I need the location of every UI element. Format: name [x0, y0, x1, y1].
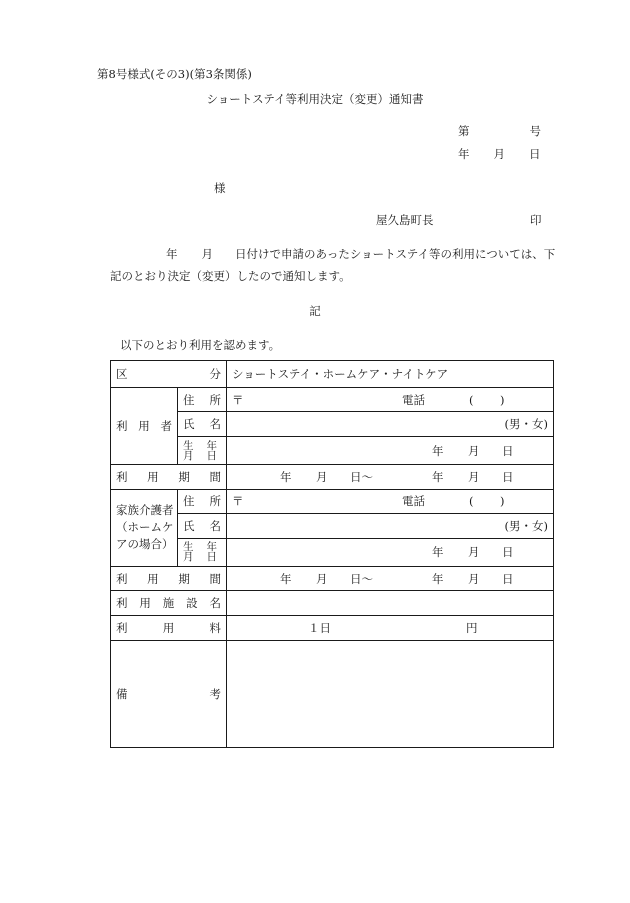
row-user-address	[111, 387, 554, 412]
ki-heading: 記	[309, 304, 321, 318]
decision-table	[110, 360, 554, 748]
kubun-value: ショートステイ・ホームケア・ナイトケア	[227, 361, 554, 388]
user-name-label: 氏 名	[178, 412, 227, 437]
caregiver-postal-mark: 〒	[232, 494, 244, 509]
caregiver-period-label: 利 用 期 間	[111, 566, 227, 591]
number-dai: 第	[458, 124, 470, 138]
caregiver-address-label: 住 所	[178, 489, 227, 514]
body-line-1: 年 月 日付けで申請のあったショートステイ等の利用については、下	[166, 247, 556, 261]
row-caregiver-birth	[111, 538, 554, 566]
caregiver-name-value	[227, 514, 554, 539]
caregiver-name-label: 氏 名	[178, 514, 227, 539]
form-id: 第8号様式(その3)(第3条関係)	[97, 67, 252, 81]
user-address-value: 〒 電話 ( )	[227, 387, 554, 412]
caregiver-label: 家族介護者 （ホームケ アの場合）	[111, 489, 178, 566]
user-name-value	[227, 412, 554, 437]
user-birth-label: 生 年 月 日	[178, 437, 227, 465]
remarks-label: 備 考	[111, 640, 227, 747]
issue-day: 日	[529, 147, 541, 161]
row-user-period	[111, 464, 554, 489]
remarks-value	[227, 640, 554, 747]
row-user-birth	[111, 437, 554, 465]
document-number-line	[458, 123, 541, 139]
row-caregiver-period	[111, 566, 554, 591]
user-label: 利 用 者	[111, 387, 178, 464]
document-title: ショートステイ等利用決定（変更）通知書	[206, 92, 424, 106]
row-facility	[111, 591, 554, 616]
user-address-label: 住 所	[178, 387, 227, 412]
caregiver-birth-value: 年 月 日	[227, 538, 554, 566]
lead-text: 以下のとおり利用を認めます。	[120, 338, 281, 352]
caregiver-gender: (男・女)	[504, 519, 548, 534]
fee-label: 利 用 料	[111, 616, 227, 641]
caregiver-address-value: 〒 電話 ( )	[227, 489, 554, 514]
fee-value: １日 円	[227, 616, 554, 641]
user-phone-label: 電話	[402, 392, 425, 407]
user-gender: (男・女)	[504, 417, 548, 432]
addressee-suffix: 様	[214, 181, 226, 195]
user-period-label: 利 用 期 間	[111, 464, 227, 489]
caregiver-birth-label: 生 年 月 日	[178, 538, 227, 566]
body-line-2: 記のとおり決定（変更）したので通知します。	[110, 269, 351, 283]
caregiver-period-value: 年 月 日～ 年 月 日	[227, 566, 554, 591]
user-postal-mark: 〒	[232, 392, 244, 407]
row-user-name	[111, 412, 554, 437]
user-birth-value: 年 月 日	[227, 437, 554, 465]
row-caregiver-address	[111, 489, 554, 514]
issuer-name: 屋久島町長	[376, 213, 434, 227]
seal-mark: 印	[530, 213, 542, 227]
row-fee	[111, 616, 554, 641]
number-go: 号	[529, 124, 541, 138]
row-remarks	[111, 640, 554, 747]
facility-value	[227, 591, 554, 616]
issue-year: 年	[458, 147, 470, 161]
facility-label: 利 用 施 設 名	[111, 591, 227, 616]
kubun-label: 区 分	[111, 361, 227, 388]
issue-month: 月	[493, 147, 505, 161]
caregiver-phone-label: 電話	[402, 494, 425, 509]
issue-date-line	[458, 146, 541, 162]
user-period-value: 年 月 日～ 年 月 日	[227, 464, 554, 489]
row-caregiver-name	[111, 514, 554, 539]
row-kubun	[111, 361, 554, 388]
